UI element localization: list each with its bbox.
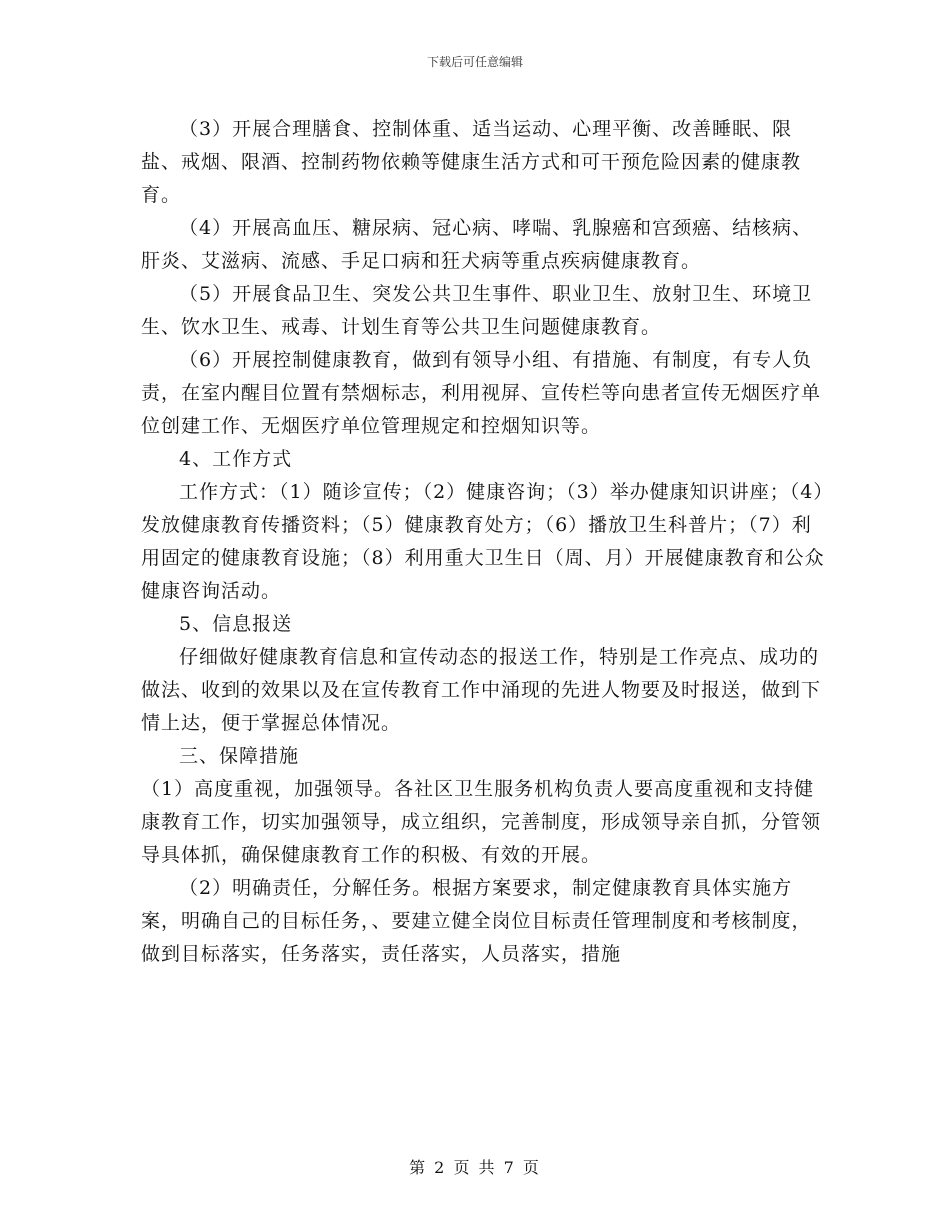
paragraph-responsibility: （2）明确责任，分解任务。根据方案要求，制定健康教育具体实施方案，明确自己的目标任务，、要建立健全岗位目标责任管理制度和考核制度，做到目标落实，任务落实，责任落实，人员落实，措施 (141, 877, 812, 965)
paragraph-leadership: （1）高度重视，加强领导。各社区卫生服务机构负责人要高度重视和支持健康教育工作，切实加强领导，成立组织，完善制度，形成领导亲自抓，分管领导具体抓，确保健康教育工作的积极、有效的开展。 (141, 778, 822, 866)
page-number: 第 2 页 共 7 页 (409, 1158, 541, 1177)
heading-info-reporting: 5、信息报送 (179, 613, 293, 635)
paragraph-public-health: （5）开展食品卫生、突发公共卫生事件、职业卫生、放射卫生、环境卫生、饮水卫生、戒毒、计划生育等公共卫生问题健康教育。 (141, 283, 813, 338)
header-note: 下载后可任意编辑 (426, 55, 523, 69)
heading-safeguards: 三、保障措施 (179, 745, 300, 767)
paragraph-key-diseases: （4）开展高血压、糖尿病、冠心病、哮喘、乳腺癌和宫颈癌、结核病、肝炎、艾滋病、流感、手足口病和狂犬病等重点疾病健康教育。 (141, 217, 813, 272)
paragraph-work-methods: 工作方式：（1）随诊宣传；（2）健康咨询；（3）举办健康知识讲座；（4）发放健康教育传播资料；（5）健康教育处方；（6）播放卫生科普片；（7）利用固定的健康教育设施；（8）利用重大卫生日（周、月）开展健康教育和公众健康咨询活动。 (141, 481, 825, 602)
paragraph-info-reporting: 仔细做好健康教育信息和宣传动态的报送工作，特别是工作亮点、成功的做法、收到的效果以及在宣传教育工作中涌现的先进人物要及时报送，做到下情上达，便于掌握总体情况。 (141, 646, 822, 734)
paragraph-health-lifestyle: （3）开展合理膳食、控制体重、适当运动、心理平衡、改善睡眠、限盐、戒烟、限酒、控制药物依赖等健康生活方式和可干预危险因素的健康教育。 (141, 118, 802, 206)
paragraph-tobacco-control: （6）开展控制健康教育，做到有领导小组、有措施、有制度，有专人负责，在室内醒目位置有禁烟标志，利用视屏、宣传栏等向患者宣传无烟医疗单位创建工作、无烟医疗单位管理规定和控烟知识等。 (141, 349, 822, 437)
heading-work-methods: 4、工作方式 (179, 448, 293, 470)
document-body (141, 113, 831, 971)
